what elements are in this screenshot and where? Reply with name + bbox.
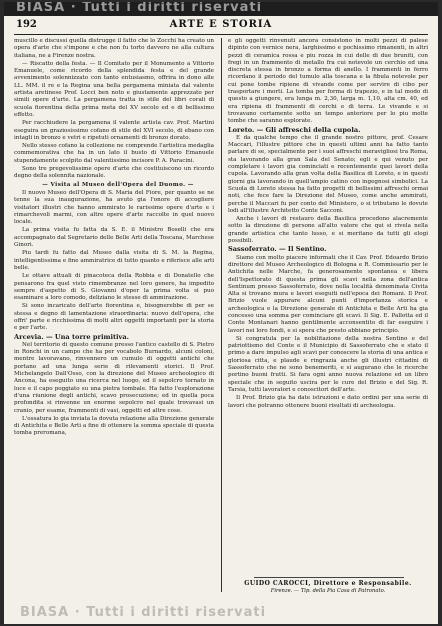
paragraph: e gli oggetti rinvenuti ancora consistono in molti pezzi di palese dipinto con vernice nera, larghissimo e pochissimo rimanenti, in altri pezzi di ceramica rossa e piu rozza in cui delle di due bruniti, con fregi in un frammento di metallo fra cui notevole un cerchio ed una discreta stessa in bronzo a forma di anello. I frammenti in ferro ricordano il periodo del tumulo alla toscana e la fibula notevole per cui pone tombe ripiene di vivande come per servire di cibo per trasportare i morti. La tomba per forma di trapezio, e in tal modo di questo a giungere, era lunga m. 2,30, larga m. 1,10, alta cm. 40, ed era ripiena di frammenti di cerchi e di terra. Le vivande e si trovavano certamente sotto un tempo anteriore per lo piu molte tombe che saranno esplorate. — [228, 38, 428, 125]
paragraph: Anche i lavori di restauro della Basilica procedono alacremente sotto la direzione di persone all'alto valore che qui si rivela nella grande artistica che tanto lusso, e si meritano da tutti gli elogi possibili. — [228, 216, 428, 245]
editor-signature: GUIDO CAROCCI, Direttore e Responsabile. — [244, 580, 412, 587]
paragraph: Per racchiudere la pergamena il valente artista cav. Prof. Martini eseguira un graziosissimo cofano di stile del XVI secolo, di ebano con intagli in bronzo e vetri e ripetuti ornamenti di bronzo dorato. — [14, 120, 214, 141]
colophon — [228, 580, 428, 594]
paragraph: Siamo con molto piacere informati che il Cav. Prof. Edoardo Brizio direttore del Museo Archeologico di Bologna e R. Commissario per le Antichita nelle Marche, fa generosamente spontanea e libera dell'Ispettorato di questa prima gli scavi nella zona dell'antica Sentinum presso Sassoferrato, dove nella località denominata Civita Alta si trovano mura e lavori eseguiti nell'epoca dei Romani. Il Prof. Brizio vuole appurare alcuni punti d'importanza storica e archeologica e la Direzione generale di Antichita e Belle Arti ha gia concesso una somma per cominciare gli scavi. Il Sig. E. Pallotta ed il Conte Montanari hanno gentilmente acconsentito di far eseguire i lavori nei loro fondi, e si spera che presto abbiano principio. — [228, 254, 428, 334]
paragraph: Nello stesso cofano la collezione ne comprende l'artistica medaglia commemorativa che ha in un lato il busto di Vittorio Emanuele stupendamente scolpito dal valentissimo incisore P. A. Paracini. — [14, 143, 214, 164]
section-heading: Sassoferrato. — Il Sentino. — [228, 245, 327, 254]
right-column — [228, 38, 428, 574]
left-column — [14, 38, 214, 598]
paragraph: Piu tardi fu fatto dal Museo dalla visita di S. M. la Regina, intelligentissima e fine ammiratrice di tutto quanto e riferisce alle arti belle. — [14, 250, 214, 271]
journal-title: ARTE E STORIA — [169, 19, 273, 30]
page-number: 192 — [16, 19, 37, 30]
newspaper-page — [4, 2, 438, 624]
paragraph: Le ottave attuali di pinacoteca della Robbia e di Donatello che pensarono fra quel visto rimembranze nel loro genere, ha impedito sempre d'aspetto di S. Giovanni d'oper la prima volta si puo esaminare a loro comodo, deliziano le stesse di ammirazione. — [14, 273, 214, 302]
watermark-top: BIASA · Tutti i diritti riservati — [16, 2, 263, 15]
section-heading: Arcevia. — Una torre primitiva. — [14, 332, 129, 341]
paragraph: — Riscatto della festa. — Il Comitato per il Monumento a Vittorio Emanuele, come ricordo della splendida festa e del grande avvenimento solennizzato con tanto entusiasmo, offrira in dono alle LL. MM. il re e la Regina una bella pergamena miniata dal valente artista aretinese Prof. Locci ben noto e giustamente apprezzato per simili opere d'arte. La pergamena tratta in stile del libri corali di scuola fiorentina della prima meta del XV secolo ed e di bellissimo effetto. — [14, 60, 214, 118]
paragraph: Il nuovo Museo dell'Opera di S. Maria del Fiore, per quanto se ne tenne la sua inaugurazione, ha avuto gia l'onore di accogliere visitatori illustri che hanno ammirato le rarissime opere d'arte e i rimarchevoli marmi, con altre opere d'arte raccolte in quel nuovo locale. — [14, 189, 214, 226]
paragraph: Il Prof. Brizio gia ha date istruzioni e dato ordini per una serie di lavori che potranno ottenere buoni risultati di archeologia. — [228, 395, 428, 409]
page-header — [14, 18, 428, 35]
printer-line: Firenze. — Tip. della Pia Casa di Patronato. — [270, 588, 386, 594]
paragraph: muscillo e discussi quella distrugge il fatto che lo Zocchi ha creato un opera d'arte che s'impone e che non fu torto davvero ne alla cultura italiana, ne a Firenze nostra. — [14, 38, 214, 59]
column-divider — [221, 38, 222, 592]
section-heading: Loreto. — Gli affreschi della cupola. — [228, 125, 361, 134]
watermark-bottom: BIASA · Tutti i diritti riservati — [20, 605, 267, 620]
paragraph: E da qualche tempo che il grande nostro pittore, prof. Cesare Maccari, l'illustre pittore che in questi ultimi anni ha fatto tanto parlare di se, specialmente per i suoi affreschi meravigliosi tra Roma, sta lavorando alla gran Sala del Senato; egli e qui venuto per completare i lavori gia cominciati e recentemente quei lavori della cupola. Lavorando alla gran volta della Basilica di Loreto, e in questi giorni gia lavorando in quell'ampio catino con ingegnosi simbolici. La Scuola di Loreto stessa ha fatto progetti di bellissimi affreschi ormai noti, che fece fare la Direzione del Museo, come anche ammirati, perche il Maccari fu per conto del Ministero, o si tributano le dovute lodi all'illustre Architetto Conte Sacconi. — [228, 134, 428, 214]
section-heading: — Visita al Museo dell'Opera del Duomo. — — [42, 181, 194, 188]
paragraph: Si sono incaricato dell'arte fiorentina e, bisognerebbe di per se stessa e degno di lamentazione straordinaria: nuovo dell'opera, che offri' parte e ricchissima di molti altri oggetti importanti per la storia e per l'arte. — [14, 303, 214, 332]
paragraph: Nel territorio di questo comune presso l'antico castello di S. Pietro in Ronchi in un campo che ha per vocabolo Burnardo, alcuni coloni, mentre lavoravano, rinvennero un cumulo di oggetti antichi che portano ad una lunga serie di rilevamenti storici. Il Prof. Michelangelo Dall'Osso, con la direzione del Museo archeologico di Ancona, ha eseguito una ricerca nel luogo, ed il sepolcro tornato in luce e il capo poggiato su una pietra tombale. Ha fatto l'esplorazione d'una riunione degli antichi, scavo prosecuzione; ed in quella poca profondita si rinvenne un enorme sepolcro nel quale trovavasi un cranio, per esame, frammenti di vasi, oggetti ed altre cose. — [14, 341, 214, 414]
signature-rule — [254, 577, 404, 578]
paragraph: Si congratula per la nobilitazione della nostra Sentino e del patriottismo del Conte e il Municipio di Sassoferrato che e stato il primo a dare impulso agli scavi per conoscere la storia di una antica e gloriosa citta, e plaude e ringrazia anche gli illustri cittadini di Sassoferrato che ne sono benemeriti, e si augurano che le ricerche portino buoni frutti. Si fara ogni anno nuova relazione ed un libro speciale che in seguito uscira per le cure del Brizio e del Sig. R. Tarsia, tutti lavoratori e conoscitori dell'arte. — [228, 335, 428, 393]
paragraph: L'ossatura lo gia inviata la dovuta relazione alla Direzione generale di Antichita e Belle Arti a fine di ottenere la somma speciale di questa tomba preromana, — [14, 415, 214, 437]
paragraph: La prima visita fu fatta da S. E. il Ministro Boselli che era accompagnato dal Segretario delle Belle Arti della Toscana, Marchese Ginori. — [14, 227, 214, 249]
paragraph: Sono tre pregevolissime opere d'arte che costituiscono un ricordo degno della solennita nazionale. — [14, 166, 214, 180]
